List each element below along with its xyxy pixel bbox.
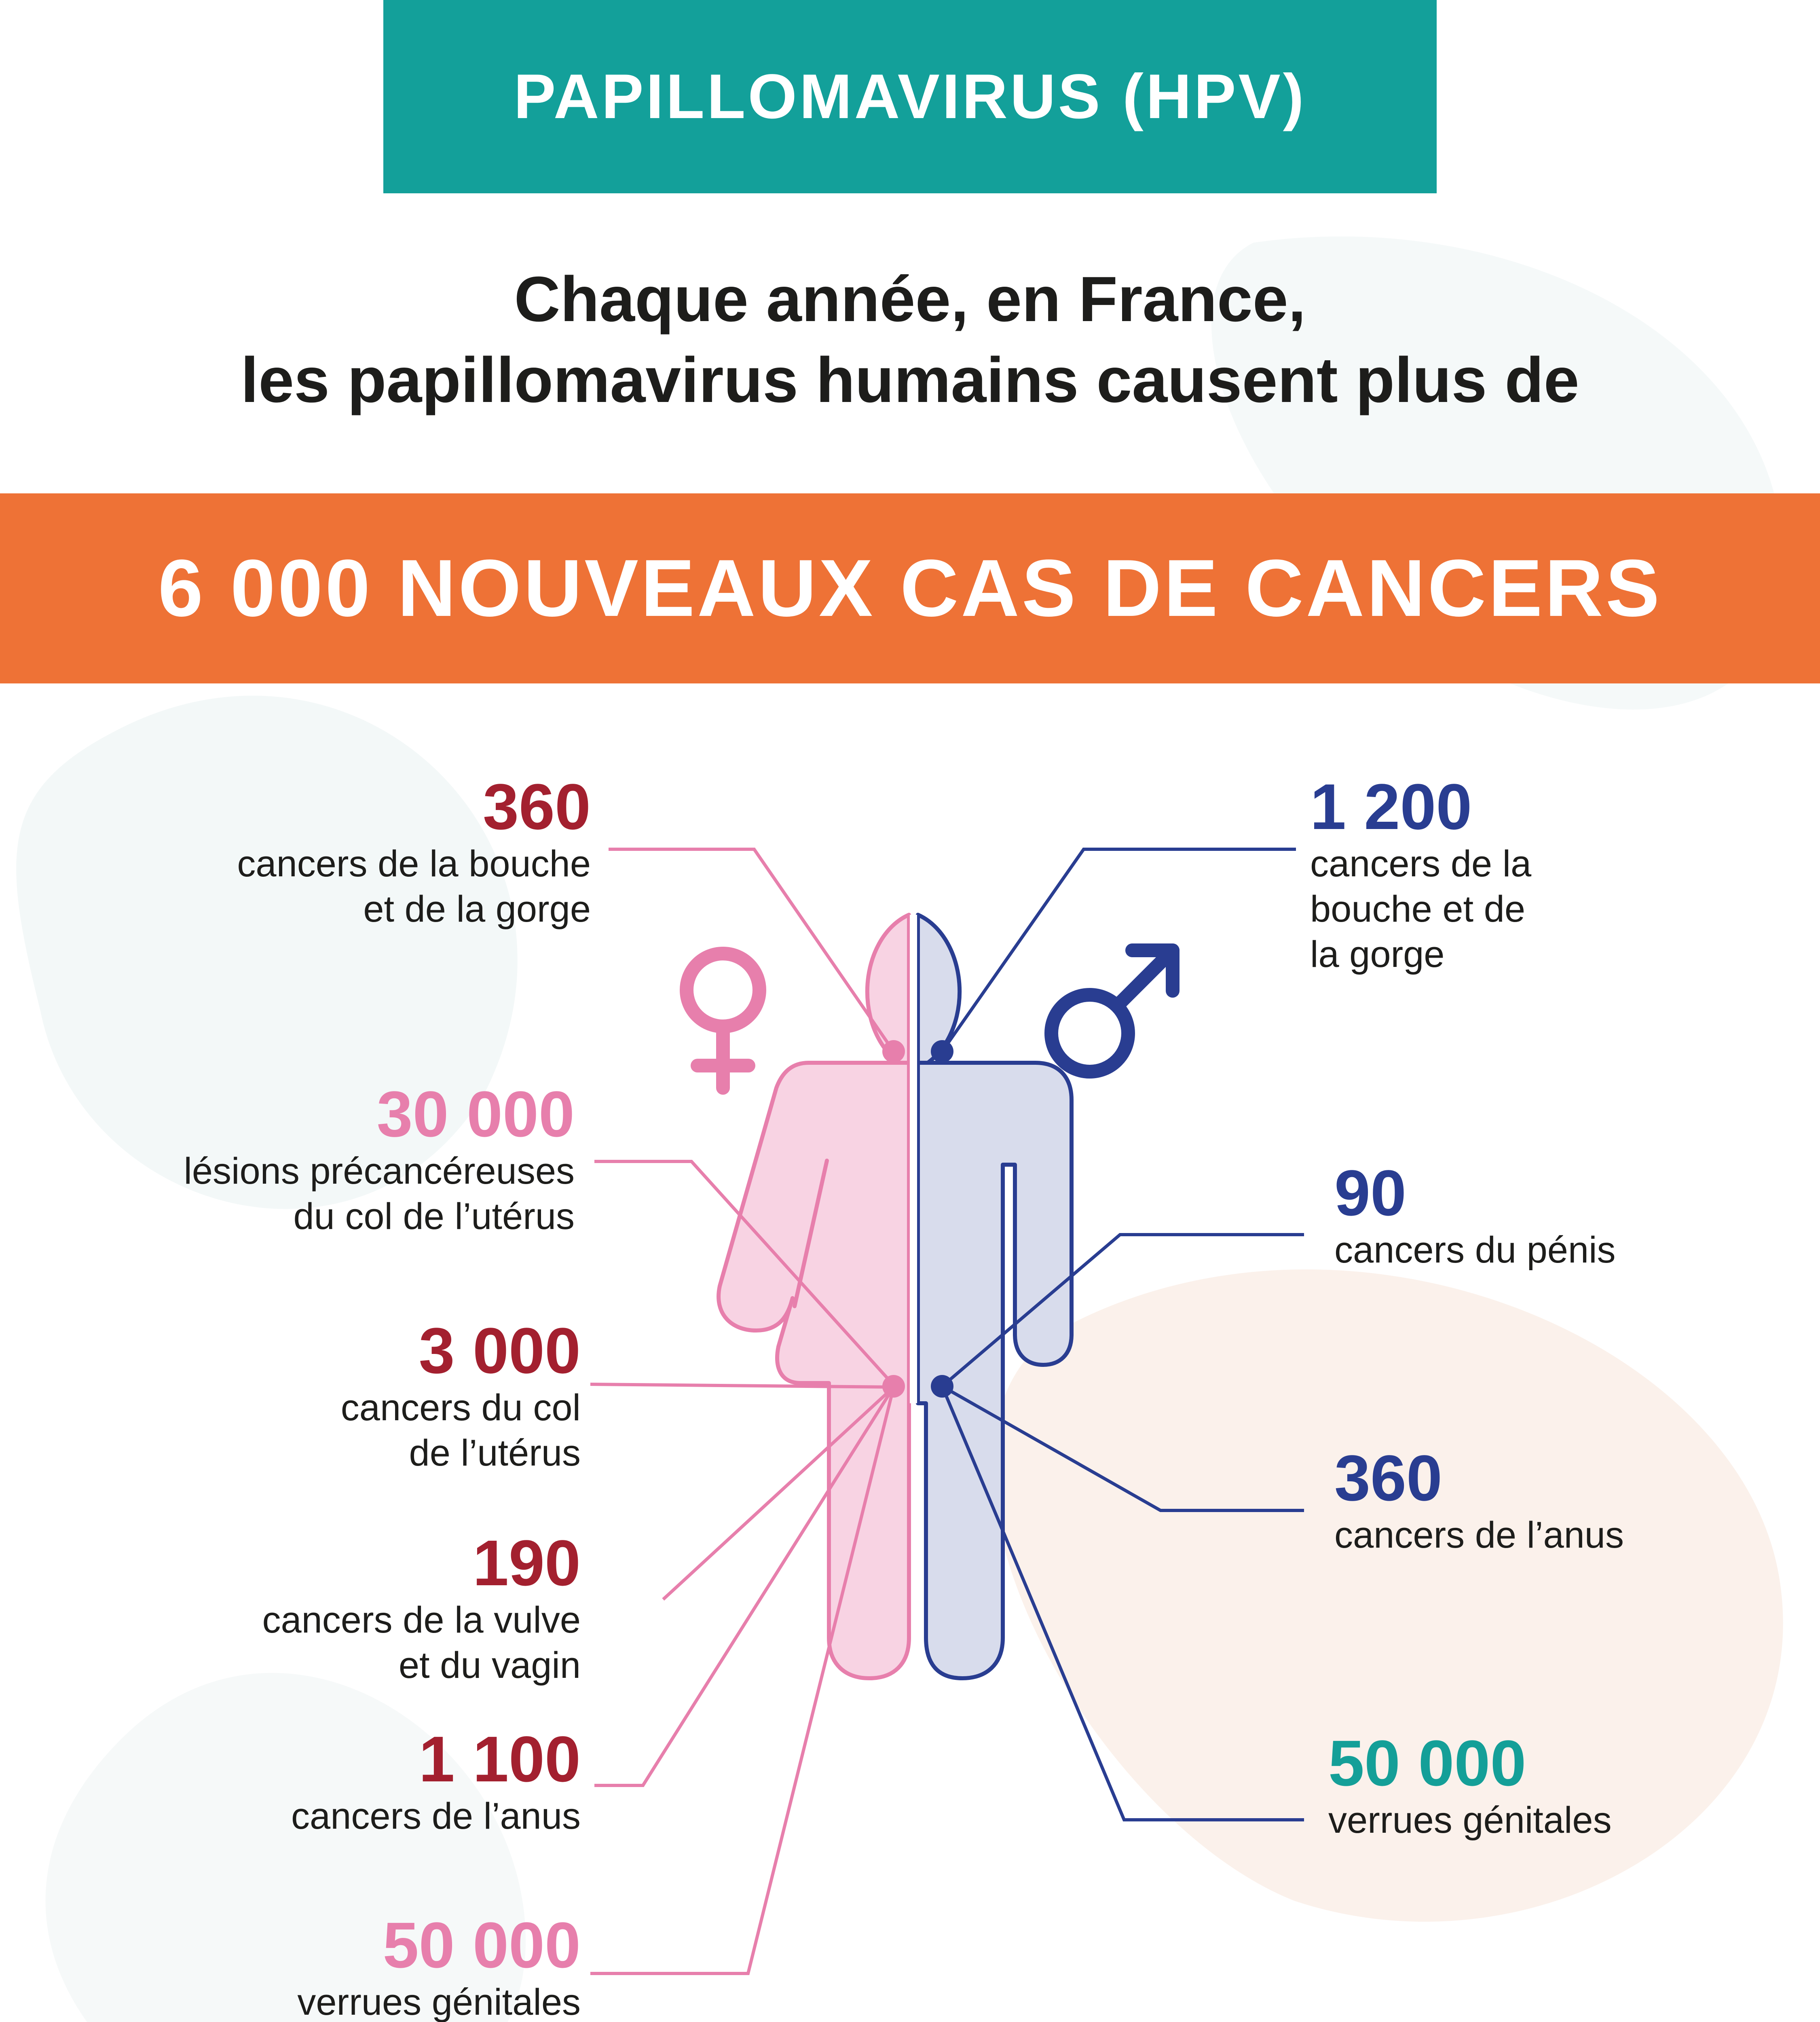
female-stat-cervical-cancer: 3 000 cancers du col de l’utérus (340, 1314, 581, 1474)
headline-text: 6 000 NOUVEAUX CAS DE CANCERS (158, 543, 1662, 633)
female-stat-anus: 1 100 cancers de l’anus (291, 1723, 581, 1837)
page-title: PAPILLOMAVIRUS (HPV) (514, 61, 1306, 132)
male-stat-penis: 90 cancers du pénis (1334, 1157, 1616, 1271)
male-stat-anus: 360 cancers de l’anus (1334, 1442, 1624, 1556)
female-stat-genital-warts: 50 000 verrues génitales (297, 1909, 581, 2022)
female-stat-mouth-throat: 360 cancers de la bouche et de la gorge (237, 770, 591, 930)
male-symbol-icon (1051, 950, 1173, 1072)
male-stat-genital-warts: 50 000 verrues génitales (1328, 1727, 1612, 1841)
male-stat-mouth-throat: 1 200 cancers de la bouche et de la gorge (1310, 770, 1532, 975)
female-stat-precancerous-lesions: 30 000 lésions précancéreuses du col de l’utérus (184, 1078, 575, 1237)
intro-line-2: les papillomavirus humains causent plus de (241, 345, 1579, 416)
female-symbol-icon (687, 954, 759, 1088)
intro-line-1: Chaque année, en France, (514, 264, 1306, 335)
female-stat-vulva-vagina: 190 cancers de la vulve et du vagin (262, 1527, 581, 1686)
